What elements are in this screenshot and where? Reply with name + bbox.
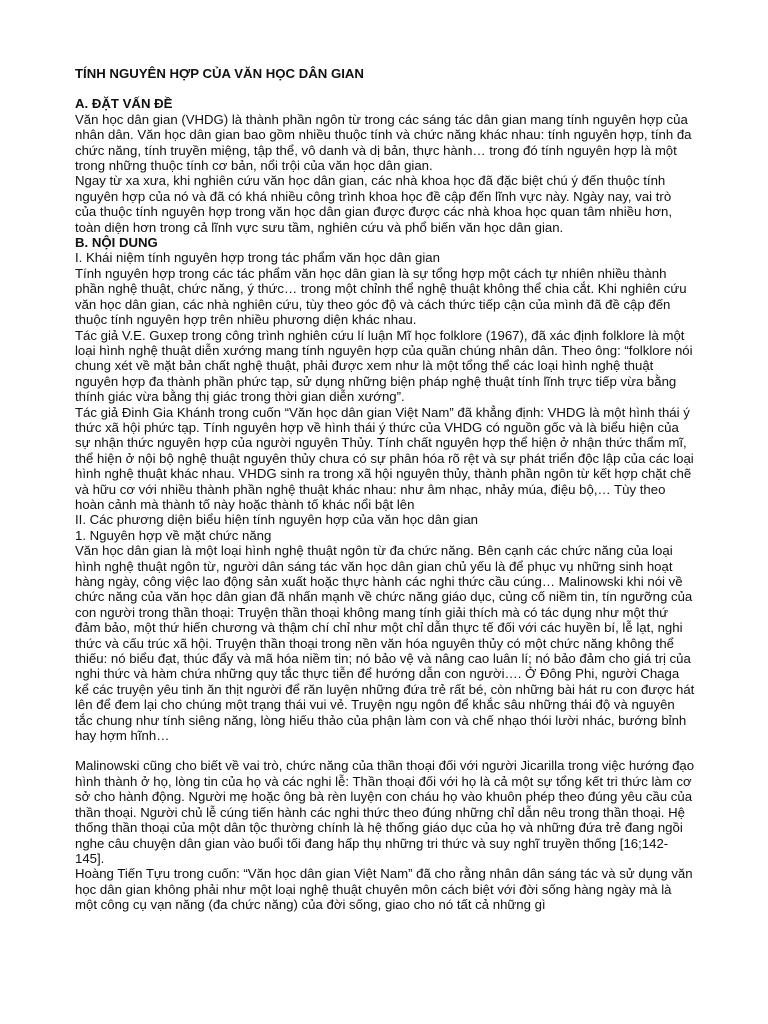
section-heading-b: B. NỘI DUNG [75, 235, 158, 251]
paragraph-multi-function: Văn học dân gian là một loại hình nghệ thuật ngôn từ đa chức năng. Bên cạnh các chức năng của loại hình nghệ thuật ngôn từ, người dân sáng tác văn học dân gian chủ yếu là để phục vụ những sinh hoạt hàng ngày, công việc lao động sản xuất hoặc thực hành các nghi thức cầu cúng… Malinowski khi nói về chức năng của văn học dân gian đã nhấn mạnh về chức năng giáo dục, củng cố niềm tin, tín ngưỡng của con người trong thần thoại: Truyện thần thoại không mang tính giải thích mà có tác dụng như một thứ đảm bảo, một thứ hiến chương và thậm chí chỉ như một chỉ dẫn thực tế đối với các huyền bí, lễ lạt, nghi thức và cấu trúc xã hội. Truyện thần thoại trong nền văn hóa nguyên thủy có một chức năng không thể thiếu: nó biểu đạt, thúc đẩy và mã hóa niềm tin; nó bảo vệ và nâng cao luân lí; nó bảo đảm cho giá trị của nghi thức và hàm chứa những quy tắc thực tiễn để hướng dẫn con người…. Ở Đông Phi, người Chaga kể các truyện yêu tinh ăn thịt người để răn luyện những đứa trẻ rất bé, còn những bài hát ru con được hát lên để đem lại cho chúng một trạng thái vui vẻ. Truyện ngụ ngôn để khắc sâu những thái độ và nguyên tắc chung như tính siêng năng, lòng hiếu thảo của phận làm con và chế nhạo thói lười nhác, bướng bỉnh hay hợm hĩnh… [75, 543, 695, 744]
subheading-aspects: II. Các phương diện biểu hiện tính nguyên hợp của văn học dân gian [75, 512, 478, 528]
paragraph-dinh-gia-khanh: Tác giả Đinh Gia Khánh trong cuốn “Văn học dân gian Việt Nam” đã khẳng định: VHDG là một hình thái ý thức xã hội phức tạp. Tính nguyên hợp về hình thái ý thức của VHDG có nguồn gốc và là biểu hiện của sự nhận thức nguyên hợp của người nguyên Thủy. Tính chất nguyên hợp thể hiện ở nhận thức thẩm mĩ, thể hiện ở nội bộ nghệ thuật nguyên thủy chưa có sự phân hóa rõ rệt và sự phát triển độc lập của các loại hình nghệ thuật khác nhau. VHDG sinh ra trong xã hội nguyên thủy, thành phần ngôn từ kết hợp chặt chẽ và hữu cơ với nhiều thành phần nghệ thuật khác nhau: như âm nhạc, nhảy múa, điệu bộ,… Tùy theo hoàn cảnh mà thành tố này hoặc thành tố khác nổi bật lên [75, 404, 694, 512]
paragraph-hoang-tien-tuu: Hoàng Tiến Tựu trong cuốn: “Văn học dân gian Việt Nam” đã cho rằng nhân dân sáng tác và sử dụng văn học dân gian không phải như một loại nghệ thuật chuyên môn cách biệt với đời sống hàng ngày mà là một công cụ vạn năng (đa chức năng) của đời sống, giao cho nó tất cả những gì [75, 866, 693, 913]
paragraph-gap [75, 743, 695, 758]
paragraph-definition: Tính nguyên hợp trong các tác phẩm văn học dân gian là sự tổng hợp một cách tự nhiên nhiều thành phần nghệ thuật, chức năng, ý thức… trong một chỉnh thể nghệ thuật không thể chia cắt. Khi nghiên cứu văn học dân gian, các nhà nghiên cứu, tùy theo góc độ và cách thức tiếp cận của mình đã đề cập đến thuộc tính nguyên hợp trên nhiều phương diện khác nhau. [75, 265, 687, 328]
subheading-function: 1. Nguyên hợp về mặt chức năng [75, 527, 272, 543]
paragraph-guxep: Tác giả V.E. Guxep trong công trình nghiên cứu lí luận Mĩ học folklore (1967), đã xác định folklore là một loại hình nghệ thuật diễn xướng mang tính nguyên hợp của quần chúng nhân dân. Theo ông: “folklore nói chung xét về mặt bản chất nghệ thuật, phải được xem như là một tổng thể các loại hình nghệ thuật nguyên hợp đa thành phần phức tạp, sử dụng những biện pháp nghệ thuật tính lĩnh trực tiếp vừa bằng thính giác vừa bằng thị giác trong thời gian diễn xướng”. [75, 327, 693, 405]
paragraph-history: Ngay từ xa xưa, khi nghiên cứu văn học dân gian, các nhà khoa học đã đặc biệt chú ý đến thuộc tính nguyên hợp của nó và đã có khá nhiều công trình khoa học đề cập đến lĩnh vực này. Ngày nay, vai trò của thuộc tính nguyên hợp trong văn học dân gian được được các nhà khoa học quan tâm nhiều hơn, toàn diện hơn trong cả lĩnh vực sưu tầm, nghiên cứu và phổ biến văn học dân gian. [75, 173, 672, 235]
document-title: TÍNH NGUYÊN HỢP CỦA VĂN HỌC DÂN GIAN [75, 66, 364, 81]
subheading-concept: I. Khái niệm tính nguyên hợp trong tác phẩm văn học dân gian [75, 250, 440, 266]
paragraph-intro: Văn học dân gian (VHDG) là thành phần ngôn từ trong các sáng tác dân gian mang tính nguyên hợp của nhân dân. Văn học dân gian bao gồm nhiều thuộc tính và chức năng khác nhau: tính nguyên hợp, tính đa chức năng, tính truyền miệng, tập thể, vô danh và dị bản, thực hành… trong đó tính nguyên hợp là một trong những thuộc tính cơ bản, nổi trội của văn học dân gian. [75, 111, 692, 174]
document-page [75, 66, 695, 913]
paragraph-malinowski: Malinowski cũng cho biết về vai trò, chức năng của thần thoại đối với người Jicarilla trong việc hướng đạo hình thành ở họ, lòng tin của họ và các nghi lễ: Thần thoại đối với họ là cả một sự tổng kết tri thức làm cơ sở cho hành động. Người mẹ hoặc ông bà rèn luyện con cháu họ vào khuôn phép theo đúng yêu cầu của thần thoại. Người chủ lễ cúng tiến hành các nghi thức theo đúng những chỉ dẫn nêu trong thần thoại. Hệ thống thần thoại của một dân tộc thường chính là hệ thống giáo dục của họ và những đứa trẻ đang ngồi nghe câu chuyện dân gian vào buổi tối đang hấp thụ những tri thức và suy nghĩ truyền thống [16;142-145]. [75, 758, 695, 866]
section-heading-a: A. ĐẶT VẤN ĐỀ [75, 96, 173, 112]
